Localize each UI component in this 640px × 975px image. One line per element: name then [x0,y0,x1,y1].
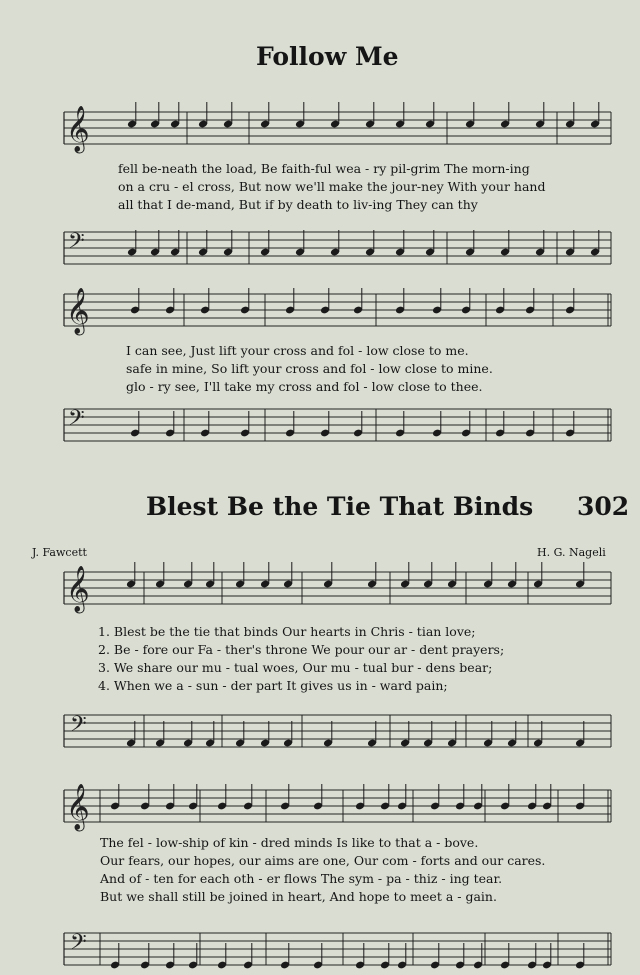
bass-clef-icon: 𝄢 [70,930,87,960]
lyric-line: 2. Be - fore our Fa - ther's throne We pour our ar - dent prayers; [98,642,505,657]
lyrics-block-top-1 [118,160,545,214]
lyric-line: Our fears, our hopes, our aims are one, Our com - forts and our cares. [100,853,546,868]
bass-clef-icon: 𝄢 [70,712,87,742]
treble-clef-icon: 𝄞 [66,566,90,612]
lyric-line: 4. When we a - sun - der part It gives us in - ward pain; [98,678,448,693]
hymn-title-follow-me: Follow Me [256,42,399,71]
hymn-number: 302 [577,492,630,521]
treble-clef-icon: 𝄞 [66,784,90,830]
lyric-line: fell be-neath the load, Be faith-ful wea - ry pil-grim The morn-ing [118,161,530,176]
lyric-line: all that I de-mand, But if by death to liv-ing They can thy [118,197,478,212]
treble-clef-icon: 𝄞 [66,106,90,152]
lyrics-block-bottom-1 [98,623,504,695]
lyrics-block-top-2 [126,342,493,396]
lyric-line: The fel - low-ship of kin - dred minds Is like to that a - bove. [100,835,479,850]
lyric-line: And of - ten for each oth - er flows The sym - pa - thiz - ing tear. [100,871,503,886]
bass-clef-icon: 𝄢 [68,406,85,436]
composer-credit: H. G. Nageli [537,546,606,559]
lyric-line: But we shall still be joined in heart, And hope to meet a - gain. [100,889,497,904]
lyric-line: I can see, Just lift your cross and fol - low close to me. [126,343,469,358]
hymn-title-blest-be-the-tie: Blest Be the Tie That Binds [146,492,534,521]
author-credit: J. Fawcett [32,546,87,559]
lyric-line: 3. We share our mu - tual woes, Our mu - tual bur - dens bear; [98,660,493,675]
lyrics-block-bottom-2 [100,834,545,906]
lyric-line: safe in mine, So lift your cross and fol - low close to mine. [126,361,493,376]
lyric-line: 1. Blest be the tie that binds Our hearts in Chris - tian love; [98,624,476,639]
treble-clef-icon: 𝄞 [66,288,90,334]
bass-clef-icon: 𝄢 [68,229,85,259]
lyric-line: on a cru - el cross, But now we'll make the jour-ney With your hand [118,179,546,194]
lyric-line: glo - ry see, I'll take my cross and fol - low close to thee. [126,379,483,394]
